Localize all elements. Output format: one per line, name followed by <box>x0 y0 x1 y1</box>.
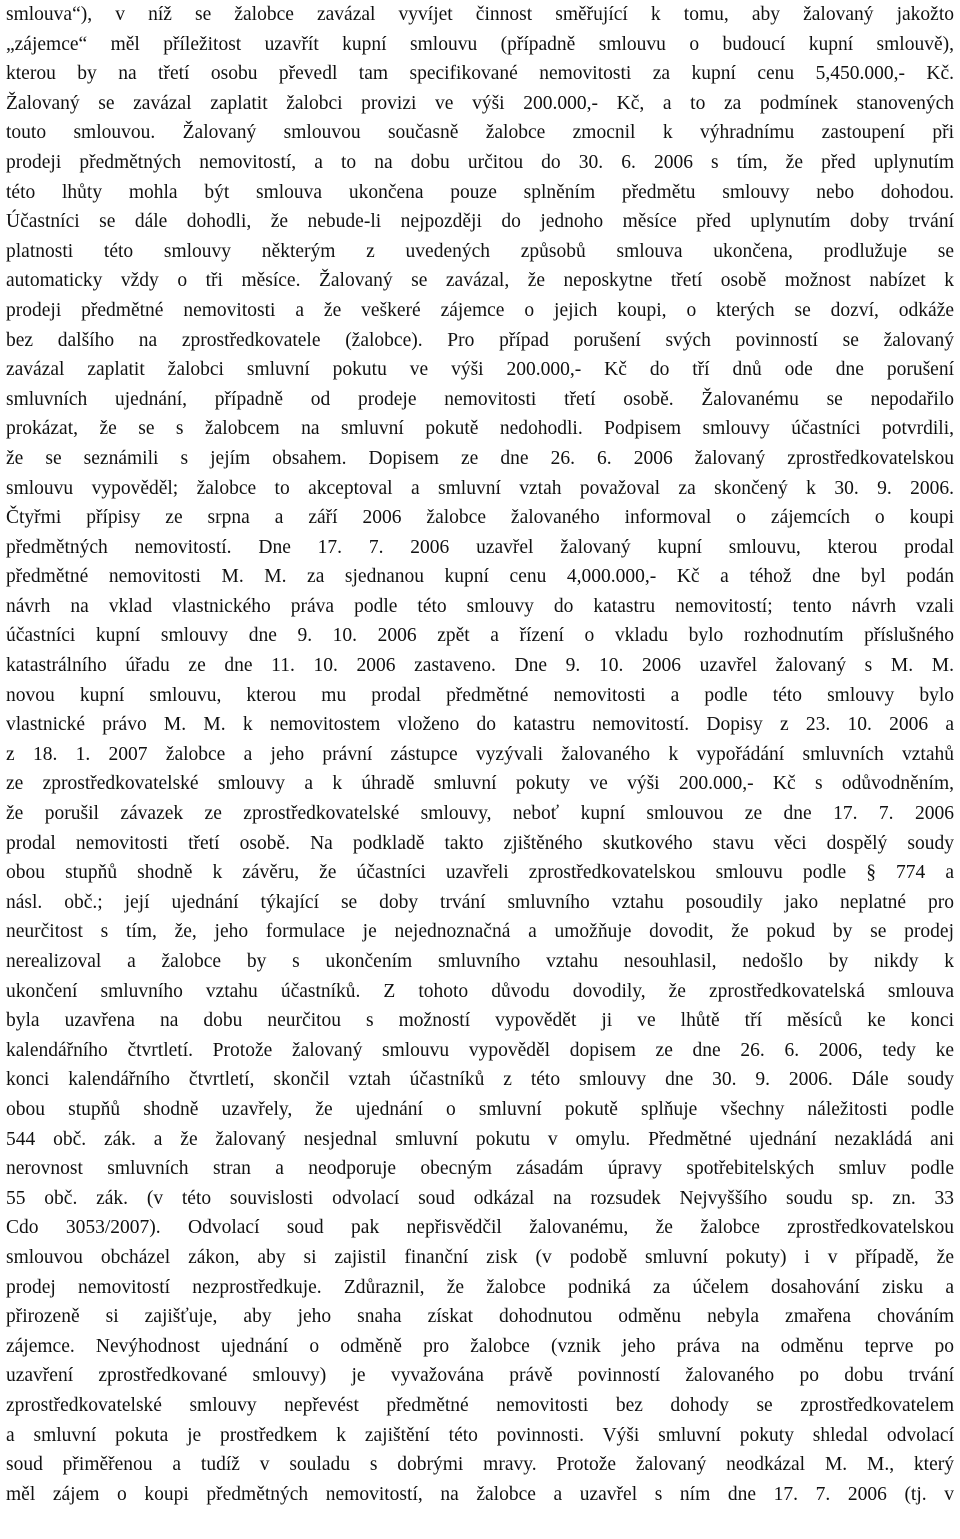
text-line: Žalovaný se zavázal zaplatit žalobci provizi ve výši 200.000,- Kč, a to za podmínek stanovených <box>6 92 954 114</box>
text-line: že se seznámili s jejím obsahem. Dopisem ze dne 26. 6. 2006 žalovaný zprostředkovatelskou <box>6 447 954 469</box>
text-line: zprostředkovatelské smlouvy nepřevést předmětné nemovitosti bez dohody se zprostředkovatelem <box>6 1394 954 1416</box>
text-line: uzavření zprostředkované smlouvy) je vyvažována právě povinností žalovaného po dobu trvání <box>6 1365 954 1387</box>
text-line: že porušil závazek ze zprostředkovatelské smlouvy, neboť kupní smlouvou ze dne 17. 7. 2006 <box>6 803 954 825</box>
text-line: obou stupňů shodně uzavřely, že ujednání o smluvní pokutě splňuje všechny náležitosti podle <box>6 1098 954 1120</box>
text-line: bez dalšího na zprostředkovatele (žalobce). Pro případ porušení svých povinností se žalovaný <box>6 329 954 351</box>
text-line: prokázat, že se s žalobcem na smluvní pokutě nedohodli. Podpisem smlouvy účastníci potvrdili, <box>6 418 954 440</box>
text-line: platnosti této smlouvy některým z uvedených způsobů smlouva ukončena, prodlužuje se <box>6 240 954 262</box>
text-line: 544 obč. zák. a že žalovaný nesjednal smluvní pokutu v omylu. Předmětné ujednání nezakládá ani <box>6 1128 954 1150</box>
text-line: smlouvu vypověděl; žalobce to akceptoval a smluvní vztah považoval za skončený k 30. 9. 2006. <box>6 477 954 499</box>
text-line: prodeji předmětných nemovitostí, a to na dobu určitou do 30. 6. 2006 s tím, že před uplynutím <box>6 151 954 173</box>
text-line: Čtyřmi přípisy ze srpna a září 2006 žalobce žalovaného informoval o zájemcích o koupi <box>6 507 954 529</box>
text-line: soud přiměřenou a tudíž v souladu s dobrými mravy. Protože žalovaný neodkázal M. M., který <box>6 1454 954 1476</box>
text-line: zájemce. Nevýhodnost ujednání o odměně pro žalobce (vznik jeho práva na odměnu teprve po <box>6 1335 954 1357</box>
text-line: předmětných nemovitostí. Dne 17. 7. 2006 uzavřel žalovaný kupní smlouvu, kterou prodal <box>6 536 954 558</box>
text-line: smlouva“), v níž se žalobce zavázal vyvíjet činnost směřující k tomu, aby žalovaný jakožto <box>6 4 954 25</box>
text-line: ze zprostředkovatelské smlouvy a k úhradě smluvní pokuty ve výši 200.000,- Kč s odůvodněním, <box>6 773 954 795</box>
text-line: katastrálního úřadu ze dne 11. 10. 2006 zastaveno. Dne 9. 10. 2006 uzavřel žalovaný s M. M. <box>6 655 954 677</box>
text-line: předmětné nemovitosti M. M. za sjednanou kupní cenu 4,000.000,- Kč a téhož dne byl podán <box>6 566 954 588</box>
text-line: smlouvou obcházel zákon, aby si zajistil finanční zisk (v podobě smluvní pokuty) i v případě, že <box>6 1246 954 1268</box>
text-line: smluvních ujednání, případně od prodeje nemovitosti třetí osobě. Žalovanému se nepodařilo <box>6 388 954 410</box>
text-line: nerovnost smluvních stran a neodporuje obecným zásadám úpravy spotřebitelských smluv podle <box>6 1158 954 1180</box>
text-line: přirozeně si zajišťuje, aby jeho snaha získat dohodnutou odměnu nebyla zmařena chováním <box>6 1306 954 1328</box>
text-line: byla uzavřena na dobu neurčitou s možností vypovědět ji ve lhůtě tří měsíců ke konci <box>6 1010 954 1032</box>
text-line: této lhůty mohla být smlouva ukončena pouze splněním předmětu smlouvy nebo dohodou. <box>6 181 954 203</box>
text-line: prodal nemovitosti třetí osobě. Na podkladě takto zjištěného skutkového stavu věci dospělý soudy <box>6 832 954 854</box>
text-line: kalendářního čtvrtletí. Protože žalovaný smlouvu vypověděl dopisem ze dne 26. 6. 2006, tedy ke <box>6 1039 954 1061</box>
text-line: návrh na vklad vlastnického práva podle této smlouvy do katastru nemovitostí; tento návrh vzali <box>6 595 954 617</box>
text-line: konci kalendářního čtvrtletí, skončil vztah účastníků z této smlouvy dne 30. 9. 2006. Dále soudy <box>6 1069 954 1091</box>
text-line: kterou by na třetí osobu převedl tam specifikované nemovitosti za kupní cenu 5,450.000,- Kč. <box>6 63 954 85</box>
text-line: násl. obč.; její ujednání týkající se doby trvání smluvního vztahu posoudily jako neplatné pro <box>6 891 954 913</box>
text-line: ukončení smluvního vztahu účastníků. Z tohoto důvodu dovodily, že zprostředkovatelská smlouva <box>6 980 954 1002</box>
text-line: automaticky vždy o tři měsíce. Žalovaný se zavázal, že neposkytne třetí osobě možnost nabízet k <box>6 270 954 292</box>
text-line: účastníci kupní smlouvy dne 9. 10. 2006 zpět a řízení o vkladu bylo rozhodnutím příslušného <box>6 625 954 647</box>
text-line: novou kupní smlouvu, kterou mu prodal předmětné nemovitosti a podle této smlouvy bylo <box>6 684 954 706</box>
text-line: „zájemce“ měl příležitost uzavřít kupní smlouvu (případně smlouvu o budoucí kupní smlouvě), <box>6 33 954 55</box>
text-line: obou stupňů shodně k závěru, že účastníci uzavřeli zprostředkovatelskou smlouvu podle § 774 a <box>6 862 954 884</box>
text-line: touto smlouvou. Žalovaný smlouvou současně žalobce zmocnil k výhradnímu zastoupení při <box>6 122 954 144</box>
text-line: 55 obč. zák. (v této souvislosti odvolací soud odkázal na rozsudek Nejvyššího soudu sp. zn. 33 <box>6 1187 954 1209</box>
text-line: z 18. 1. 2007 žalobce a jeho právní zástupce vyzývali žalovaného k vypořádání smluvních vztahů <box>6 743 954 765</box>
text-line: prodej nemovitostí nezprostředkuje. Zdůraznil, že žalobce podniká za účelem dosahování zisku a <box>6 1276 954 1298</box>
text-line: prodeji předmětné nemovitosti a že veškeré zájemce o jejich koupi, o kterých se dozví, odkáže <box>6 299 954 321</box>
text-line: Účastníci se dále dohodli, že nebude-li nejpozději do jednoho měsíce před uplynutím doby trvání <box>6 211 954 233</box>
text-line: neurčitost s tím, že, jeho formulace je nejednoznačná a umožňuje dovodit, že pokud by se prodej <box>6 921 954 943</box>
text-line: nerealizoval a žalobce by s ukončením smluvního vztahu nesouhlasil, nedošlo by nikdy k <box>6 951 954 972</box>
text-line: vlastnické právo M. M. k nemovitostem vloženo do katastru nemovitostí. Dopisy z 23. 10. 2006 a <box>6 714 954 736</box>
text-line <box>6 1509 954 1539</box>
document-page <box>6 0 954 1539</box>
text-line: měl zájem o koupi předmětných nemovitostí, na žalobce a uzavřel s ním dne 17. 7. 2006 (tj. v <box>6 1483 954 1505</box>
text-line: Cdo 3053/2007). Odvolací soud pak nepřisvědčil žalovanému, že žalobce zprostředkovatelskou <box>6 1217 954 1239</box>
text-line: a smluvní pokuta je prostředkem k zajištění této povinnosti. Výši smluvní pokuty shledal odvolací <box>6 1424 954 1446</box>
text-line: zavázal zaplatit žalobci smluvní pokutu ve výši 200.000,- Kč do tří dnů ode dne porušení <box>6 359 954 381</box>
